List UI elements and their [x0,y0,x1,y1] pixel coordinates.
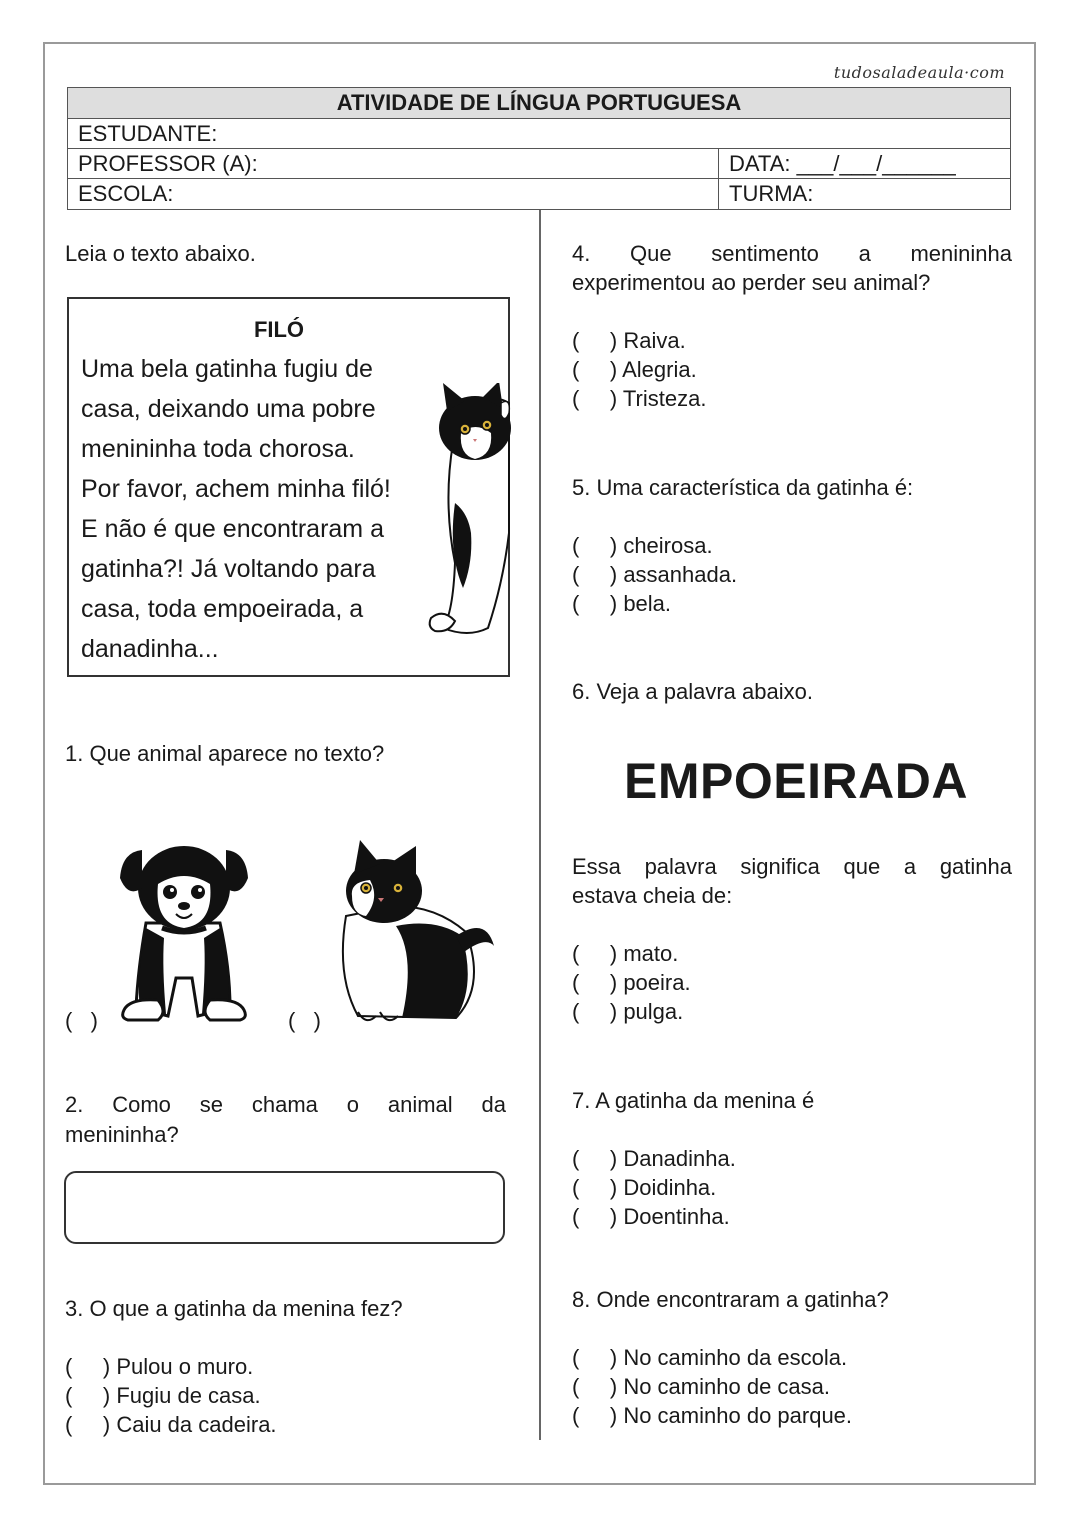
option-checkbox[interactable]: ( ) No caminho da escola. [572,1345,848,1370]
class-field[interactable]: TURMA: [718,179,1010,209]
option-checkbox[interactable]: ( ) Alegria. [572,357,697,382]
question-6-prompt-line-1: Essa palavra significa que a gatinha [572,854,1012,879]
question-1: 1. Que animal aparece no texto? [65,741,385,766]
story-line: Por favor, achem minha filó! [81,475,391,503]
option-checkbox[interactable]: ( ) assanhada. [572,562,738,587]
story-title: FILÓ [253,317,305,342]
student-field[interactable]: ESTUDANTE: [78,121,218,146]
date-field[interactable]: DATA: ___/___/______ [718,149,1010,178]
dog-icon[interactable] [118,828,250,1026]
site-watermark: tudosaladeaula·com [833,63,1005,82]
story-line: casa, toda empoeirada, a [81,595,364,623]
option-checkbox[interactable]: ( ) cheirosa. [572,533,713,558]
question-5: 5. Uma característica da gatinha é: [572,475,914,500]
peeking-cat-icon [413,383,511,639]
story-line: menininha toda chorosa. [81,435,355,463]
school-field[interactable]: ESCOLA: [78,181,174,206]
story-line: danadinha... [81,635,219,663]
option-checkbox[interactable]: ( ) Raiva. [572,328,686,353]
teacher-row [68,149,1010,179]
cat-icon[interactable] [336,836,496,1028]
school-row [68,179,1010,209]
highlighted-word: EMPOEIRADA [624,753,968,809]
question-2-line-1: 2. Como se chama o animal da [65,1092,506,1117]
option-checkbox[interactable]: ( ) Pulou o muro. [65,1354,254,1379]
question-7: 7. A gatinha da menina é [572,1088,815,1113]
header-table [67,87,1011,210]
question-8: 8. Onde encontraram a gatinha? [572,1287,889,1312]
option-checkbox[interactable]: ( ) No caminho de casa. [572,1374,830,1399]
option-checkbox[interactable]: ( ) Tristeza. [572,386,707,411]
option-checkbox[interactable]: ( ) poeira. [572,970,691,995]
option-checkbox[interactable]: ( ) pulga. [572,999,684,1024]
question-3: 3. O que a gatinha da menina fez? [65,1296,403,1321]
story-line: casa, deixando uma pobre [81,395,376,423]
teacher-field[interactable]: PROFESSOR (A): [78,151,258,176]
story-line: E não é que encontraram a [81,515,384,543]
question-2-line-2: menininha? [65,1122,179,1147]
option-checkbox[interactable]: ( ) Fugiu de casa. [65,1383,261,1408]
story-line: Uma bela gatinha fugiu de [81,355,373,383]
option-checkbox[interactable]: ( ) bela. [572,591,672,616]
dog-option-checkbox[interactable]: ( ) [65,1008,98,1033]
option-checkbox[interactable]: ( ) mato. [572,941,679,966]
question-6: 6. Veja a palavra abaixo. [572,679,813,704]
student-row [68,119,1010,149]
cat-option-checkbox[interactable]: ( ) [288,1008,321,1033]
option-checkbox[interactable]: ( ) Caiu da cadeira. [65,1412,277,1437]
reading-instruction: Leia o texto abaixo. [65,241,256,266]
column-divider [539,210,541,1440]
question-6-prompt-line-2: estava cheia de: [572,883,733,908]
question-4-line-1: 4. Que sentimento a menininha [572,241,1012,266]
option-checkbox[interactable]: ( ) Danadinha. [572,1146,736,1171]
answer-input-box[interactable] [64,1171,505,1244]
option-checkbox[interactable]: ( ) No caminho do parque. [572,1403,853,1428]
option-checkbox[interactable]: ( ) Doentinha. [572,1204,730,1229]
story-line: gatinha?! Já voltando para [81,555,376,583]
question-4-line-2: experimentou ao perder seu animal? [572,270,931,295]
worksheet-title: ATIVIDADE DE LÍNGUA PORTUGUESA [68,88,1010,119]
option-checkbox[interactable]: ( ) Doidinha. [572,1175,717,1200]
